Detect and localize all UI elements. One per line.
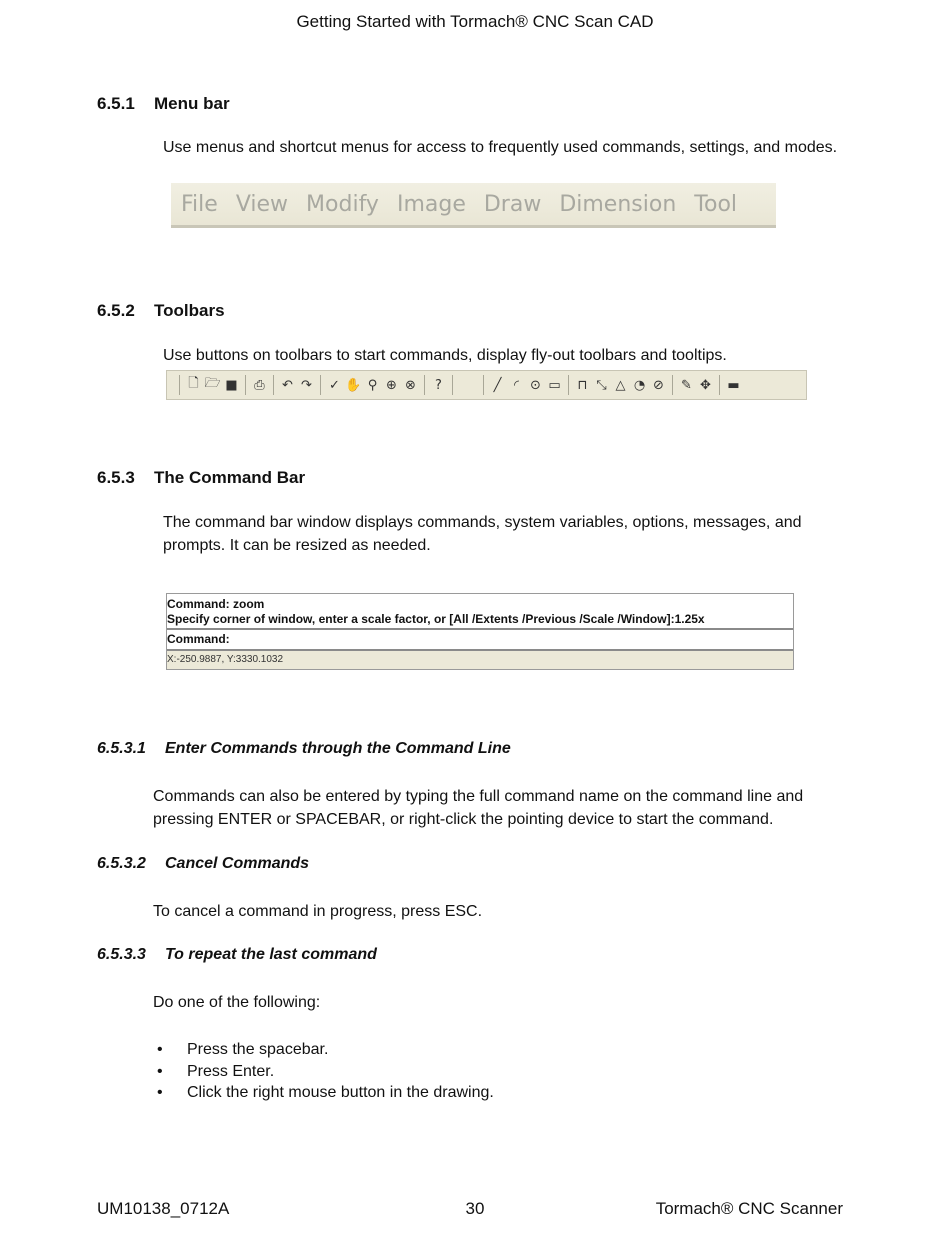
zoom-extents-icon[interactable]: ⊗ (405, 377, 416, 393)
menu-item-view[interactable]: View (235, 191, 289, 217)
toolbar-separator (719, 375, 720, 395)
subsection-number: 6.5.3.3 (97, 946, 146, 963)
subsection-heading-cancel-commands (97, 855, 309, 873)
subsection-number: 6.5.3.1 (97, 740, 146, 757)
section-number: 6.5.1 (97, 94, 135, 113)
coordinate-status: X:-250.9887, Y:3330.1032 (167, 651, 793, 669)
menu-bar-description: Use menus and shortcut menus for access to frequently used commands, settings, and modes. (163, 139, 838, 156)
save-icon[interactable]: ■ (225, 377, 238, 393)
toolbar-separator (320, 375, 321, 395)
subsection-title: To repeat the last command (165, 946, 377, 963)
angle-dimension-icon[interactable]: △ (615, 377, 626, 393)
footer-doc-id: UM10138_0712A (97, 1199, 230, 1218)
toolbar-separator (273, 375, 274, 395)
history-line: Specify corner of window, enter a scale factor, or [All /Extents /Previous /Scale /Window]:1.25x (167, 612, 705, 626)
print-icon[interactable]: ⎙ (254, 377, 265, 393)
command-input-line[interactable]: Command: (167, 630, 793, 651)
measure-icon[interactable]: ▬ (727, 377, 740, 393)
open-folder-icon[interactable]: 🗁 (204, 376, 221, 391)
redo-icon[interactable]: ↷ (301, 377, 312, 393)
menu-item-draw[interactable]: Draw (483, 191, 542, 217)
section-title: Toolbars (154, 301, 225, 320)
enter-commands-description (153, 785, 803, 831)
pan-icon[interactable]: ✋ (345, 377, 362, 393)
select-icon[interactable]: ✓ (329, 377, 340, 393)
list-item: • Press the spacebar. (153, 1039, 494, 1061)
footer-product: Tormach® CNC Scanner (655, 1199, 843, 1218)
paragraph-line: The command bar window displays commands, system variables, options, messages, and (163, 514, 802, 531)
subsection-heading-repeat-command (97, 946, 377, 964)
paragraph-line: Commands can also be entered by typing the full command name on the command line and (153, 788, 804, 805)
section-heading-command-bar (97, 468, 305, 488)
history-line: Command: zoom (167, 597, 265, 611)
section-heading-toolbars (97, 301, 225, 321)
dimension-icon[interactable]: ⊓ (577, 377, 588, 393)
menu-item-modify[interactable]: Modify (306, 191, 379, 217)
toolbar-image (166, 370, 807, 400)
rectangle-icon[interactable]: ▭ (548, 377, 561, 393)
toolbar-separator (452, 375, 453, 395)
zoom-window-icon[interactable]: ⊕ (386, 377, 397, 393)
circle-icon[interactable]: ⊙ (530, 377, 541, 393)
section-number: 6.5.2 (97, 301, 135, 320)
diameter-icon[interactable]: ⊘ (653, 377, 664, 393)
list-item: • Press Enter. (153, 1061, 494, 1083)
subsection-title: Cancel Commands (165, 855, 310, 872)
list-item: • Click the right mouse button in the drawing. (153, 1082, 494, 1104)
subsection-number: 6.5.3.2 (97, 855, 146, 872)
menu-bar-image (171, 183, 776, 228)
subsection-title: Enter Commands through the Command Line (165, 740, 511, 757)
help-icon[interactable]: ? (435, 377, 442, 393)
undo-icon[interactable]: ↶ (282, 377, 293, 393)
radius-icon[interactable]: ◔ (633, 377, 646, 393)
menu-item-file[interactable]: File (181, 191, 218, 217)
command-bar-image (166, 593, 794, 670)
new-file-icon[interactable]: 🗋 (188, 376, 199, 391)
paragraph-line: prompts. It can be resized as needed. (163, 537, 431, 554)
paragraph-line: pressing ENTER or SPACEBAR, or right-click the pointing device to start the command. (153, 811, 774, 828)
arc-icon[interactable]: ◜ (513, 377, 520, 393)
command-history (167, 594, 793, 630)
footer-page-number: 30 (465, 1199, 485, 1218)
toolbar-separator (672, 375, 673, 395)
move-icon[interactable]: ✥ (700, 377, 711, 393)
repeat-command-list (153, 1039, 494, 1104)
repeat-command-intro: Do one of the following: (153, 994, 321, 1011)
menu-item-image[interactable]: Image (396, 191, 466, 217)
toolbar-separator (568, 375, 569, 395)
toolbar-separator (179, 375, 180, 395)
section-title: The Command Bar (154, 468, 306, 487)
line-icon[interactable]: ╱ (493, 377, 502, 393)
toolbar-separator (483, 375, 484, 395)
section-title: Menu bar (154, 94, 230, 113)
zoom-icon[interactable]: ⚲ (367, 377, 378, 393)
page-header-title: Getting Started with Tormach® CNC Scan CAD (296, 12, 654, 31)
subsection-heading-enter-commands (97, 740, 511, 758)
section-number: 6.5.3 (97, 468, 135, 487)
toolbar-separator (245, 375, 246, 395)
edit-icon[interactable]: ✎ (681, 377, 692, 393)
cancel-commands-description: To cancel a command in progress, press ESC. (153, 903, 483, 920)
menu-item-tool[interactable]: Tool (694, 191, 738, 217)
section-heading-menu-bar (97, 94, 230, 114)
command-bar-description (163, 511, 802, 557)
toolbar-separator (424, 375, 425, 395)
aligned-dimension-icon[interactable]: ⤡ (596, 377, 607, 393)
toolbars-description: Use buttons on toolbars to start commands, display fly-out toolbars and tooltips. (163, 347, 727, 364)
menu-item-dimension[interactable]: Dimension (559, 191, 677, 217)
